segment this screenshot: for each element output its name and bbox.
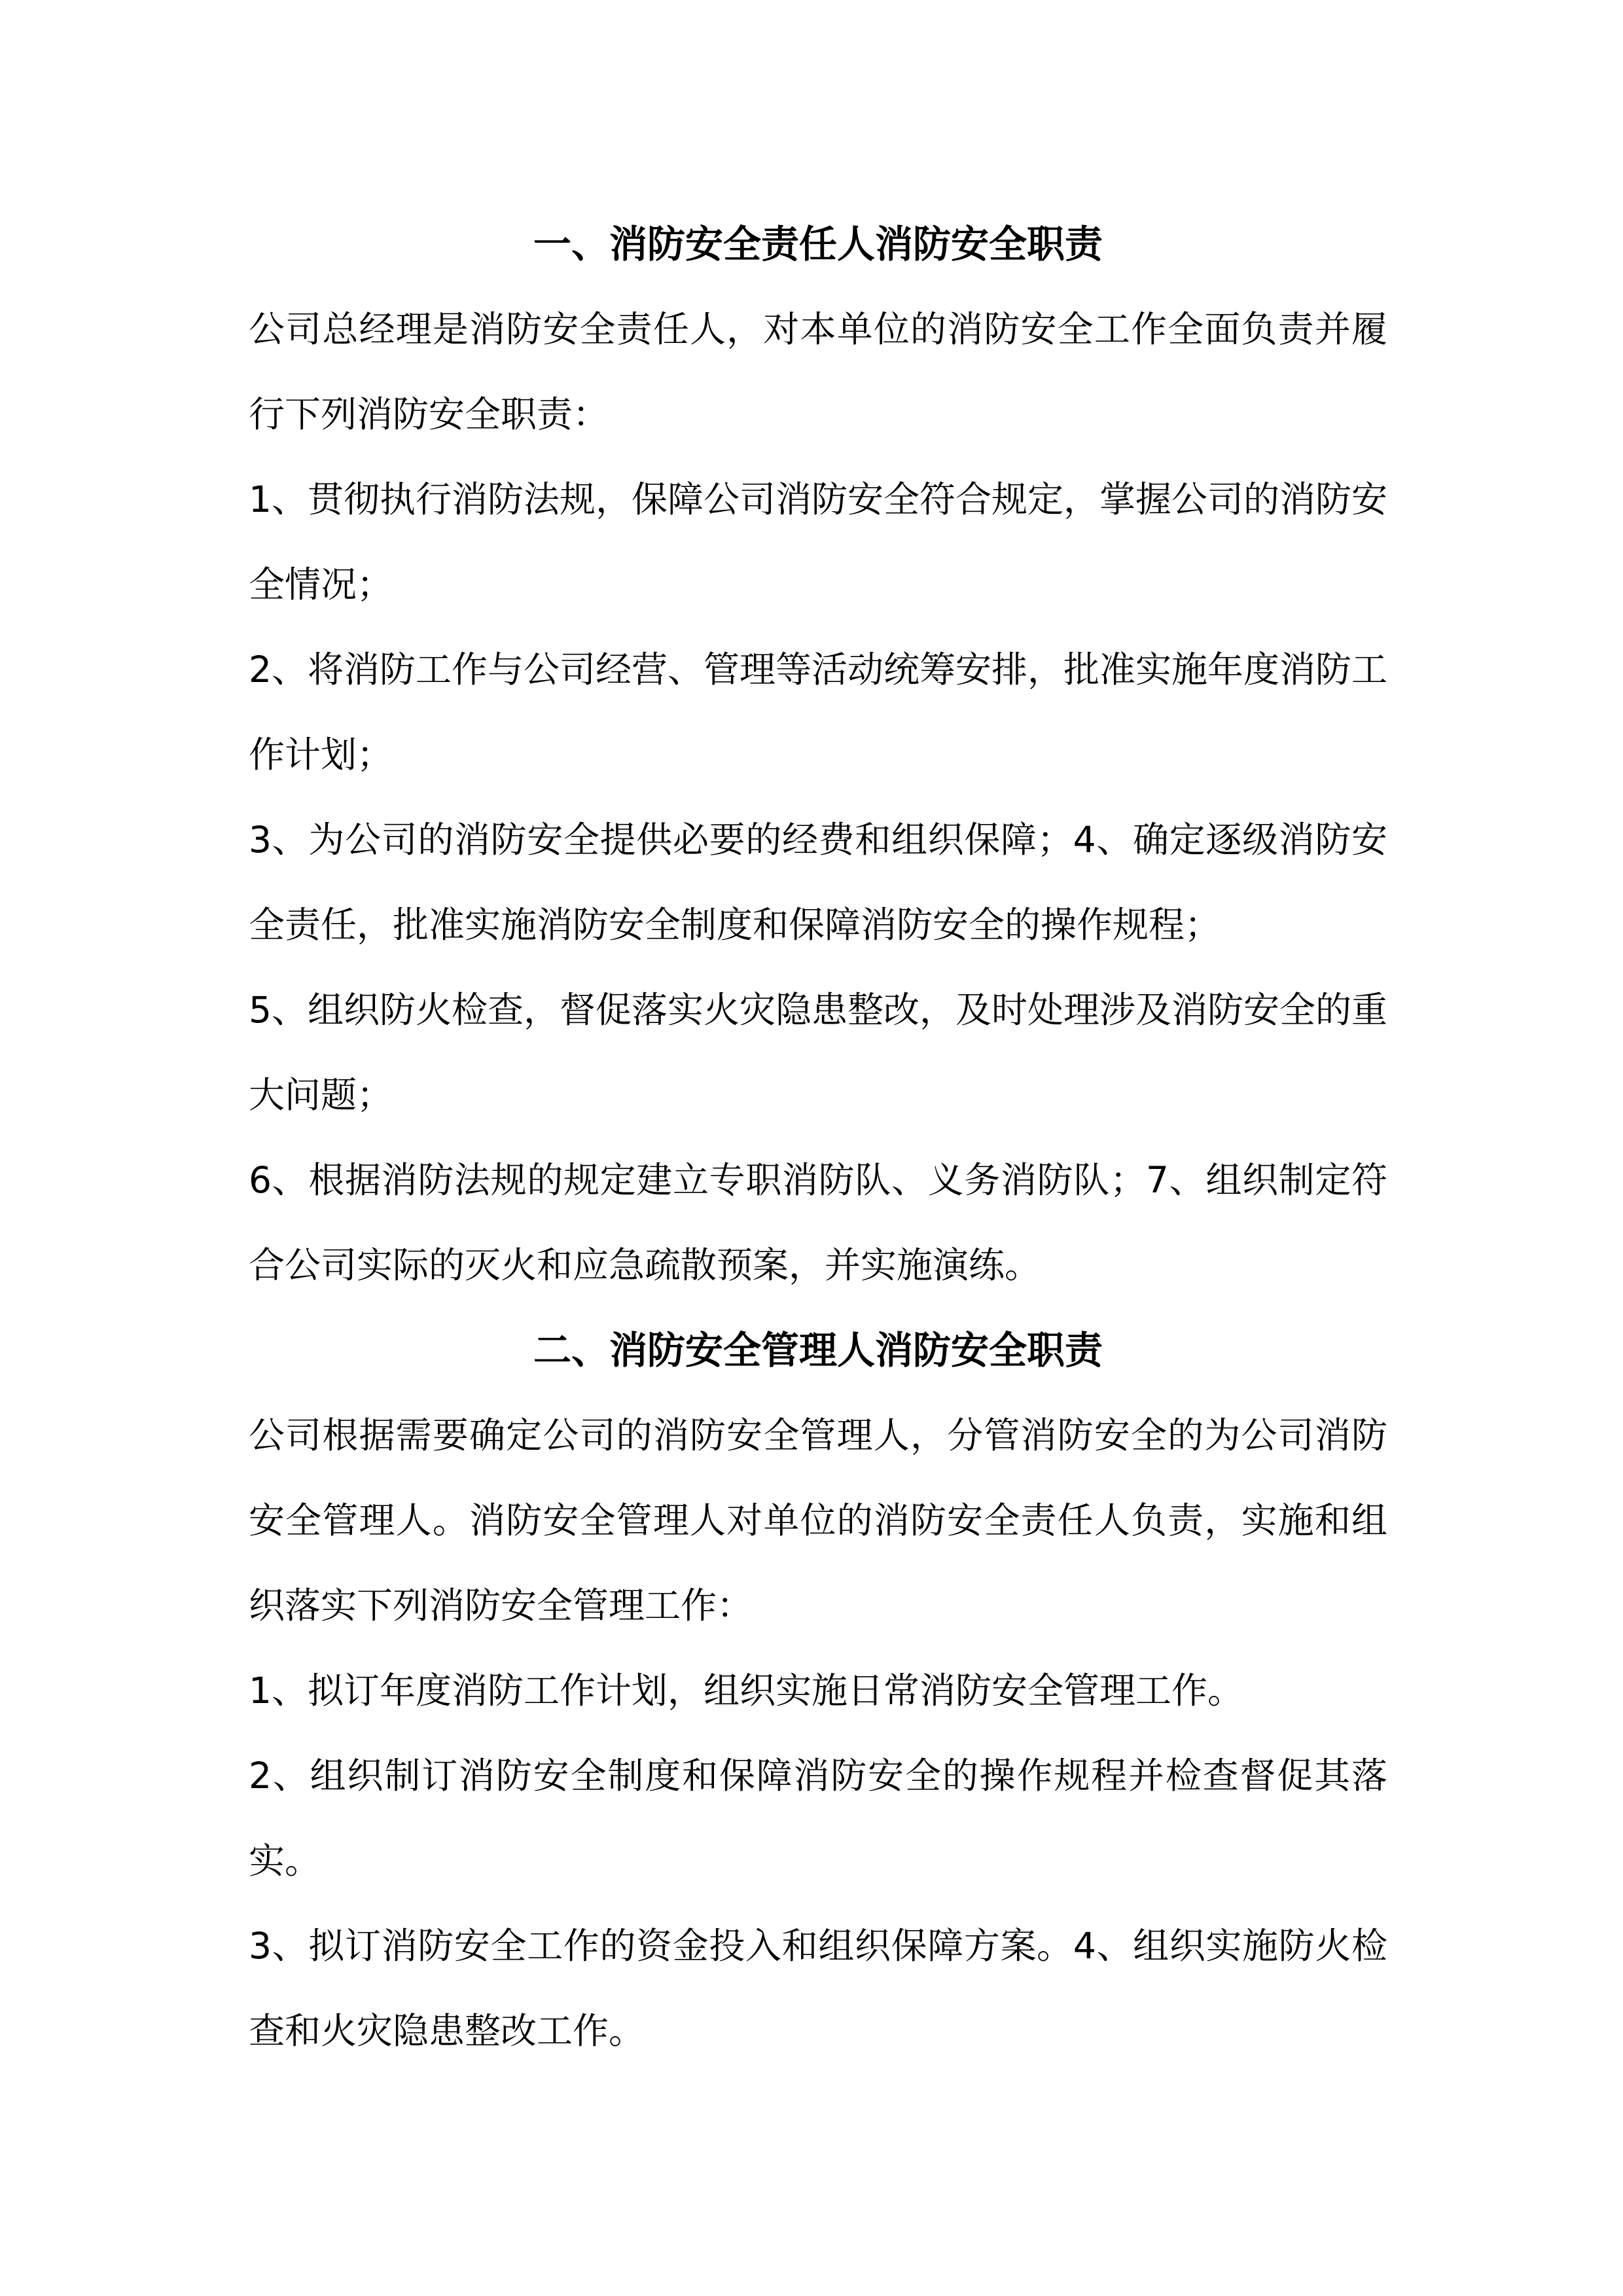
section-1-paragraph-4: 3、为公司的消防安全提供必要的经费和组织保障；4、确定逐级消防安全责任，批准实施消防安全制度和保障消防安全的操作规程； (249, 819, 1387, 946)
section-1-paragraph-5: 5、组织防火检查，督促落实火灾隐患整改，及时处理涉及消防安全的重大问题； (249, 989, 1387, 1116)
section-heading-1: 一、消防安全责任人消防安全职责 (533, 222, 1103, 266)
section-1-paragraph-6: 6、根据消防法规的规定建立专职消防队、义务消防队；7、组织制定符合公司实际的灭火和应急疏散预案，并实施演练。 (249, 1159, 1387, 1286)
section-1-paragraph-2: 1、贯彻执行消防法规，保障公司消防安全符合规定，掌握公司的消防安全情况； (249, 478, 1387, 605)
section-2-paragraph-4: 3、拟订消防安全工作的资金投入和组织保障方案。4、组织实施防火检查和火灾隐患整改工作。 (249, 1925, 1387, 2052)
section-2-paragraph-1: 公司根据需要确定公司的消防安全管理人，分管消防安全的为公司消防安全管理人。消防安全管理人对单位的消防安全责任人负责，实施和组织落实下列消防安全管理工作： (249, 1414, 1387, 1626)
section-1-paragraph-1: 公司总经理是消防安全责任人，对本单位的消防安全工作全面负责并履行下列消防安全职责： (249, 308, 1387, 435)
section-heading-2: 二、消防安全管理人消防安全职责 (533, 1328, 1103, 1372)
document-body (249, 202, 1387, 2073)
section-1-paragraph-3: 2、将消防工作与公司经营、管理等活动统筹安排，批准实施年度消防工作计划； (249, 649, 1387, 776)
section-2-paragraph-2: 1、拟订年度消防工作计划，组织实施日常消防安全管理工作。 (249, 1670, 1243, 1712)
section-2-paragraph-3: 2、组织制订消防安全制度和保障消防安全的操作规程并检查督促其落实。 (249, 1755, 1387, 1882)
